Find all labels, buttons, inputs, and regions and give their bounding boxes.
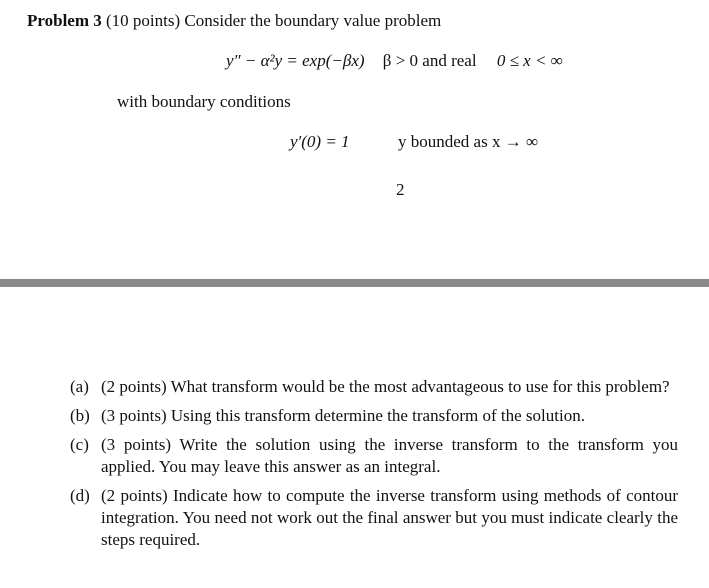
boundary-condition-derivative: y′(0) = 1: [290, 132, 350, 151]
question-part-a: [70, 376, 678, 398]
question-parts-list: [70, 376, 678, 551]
part-label: (b): [70, 406, 90, 425]
ode-expression: y″ − α²y = exp(−βx): [226, 51, 365, 70]
part-label: (c): [70, 435, 89, 454]
part-label: (a): [70, 377, 89, 396]
problem-points: (10 points): [106, 11, 181, 30]
problem-label: Problem 3: [27, 11, 102, 30]
main-equation: [226, 51, 563, 71]
beta-condition: β > 0 and real: [382, 51, 477, 70]
part-text: (2 points) What transform would be the most advantageous to use for this problem?: [101, 377, 670, 396]
question-part-d: [70, 485, 678, 551]
page-number: 2: [396, 180, 405, 199]
part-text: (2 points) Indicate how to compute the inverse transform using methods of contour integration. You need not work out the final answer but you must indicate clearly the steps required.: [101, 486, 678, 549]
part-text: (3 points) Using this transform determine the transform of the solution.: [101, 406, 585, 425]
problem-heading: [27, 11, 441, 31]
question-part-c: [70, 434, 678, 478]
boundary-condition-bounded: y bounded as x → ∞: [398, 132, 539, 151]
boundary-intro: with boundary conditions: [117, 92, 291, 111]
part-text: (3 points) Write the solution using the inverse transform to the transform you applied. You may leave this answer as an integral.: [101, 435, 678, 476]
question-part-b: [70, 405, 678, 427]
part-label: (d): [70, 486, 90, 505]
page-divider: [0, 279, 709, 287]
domain-condition: 0 ≤ x < ∞: [496, 51, 563, 70]
problem-intro: Consider the boundary value problem: [184, 11, 442, 30]
